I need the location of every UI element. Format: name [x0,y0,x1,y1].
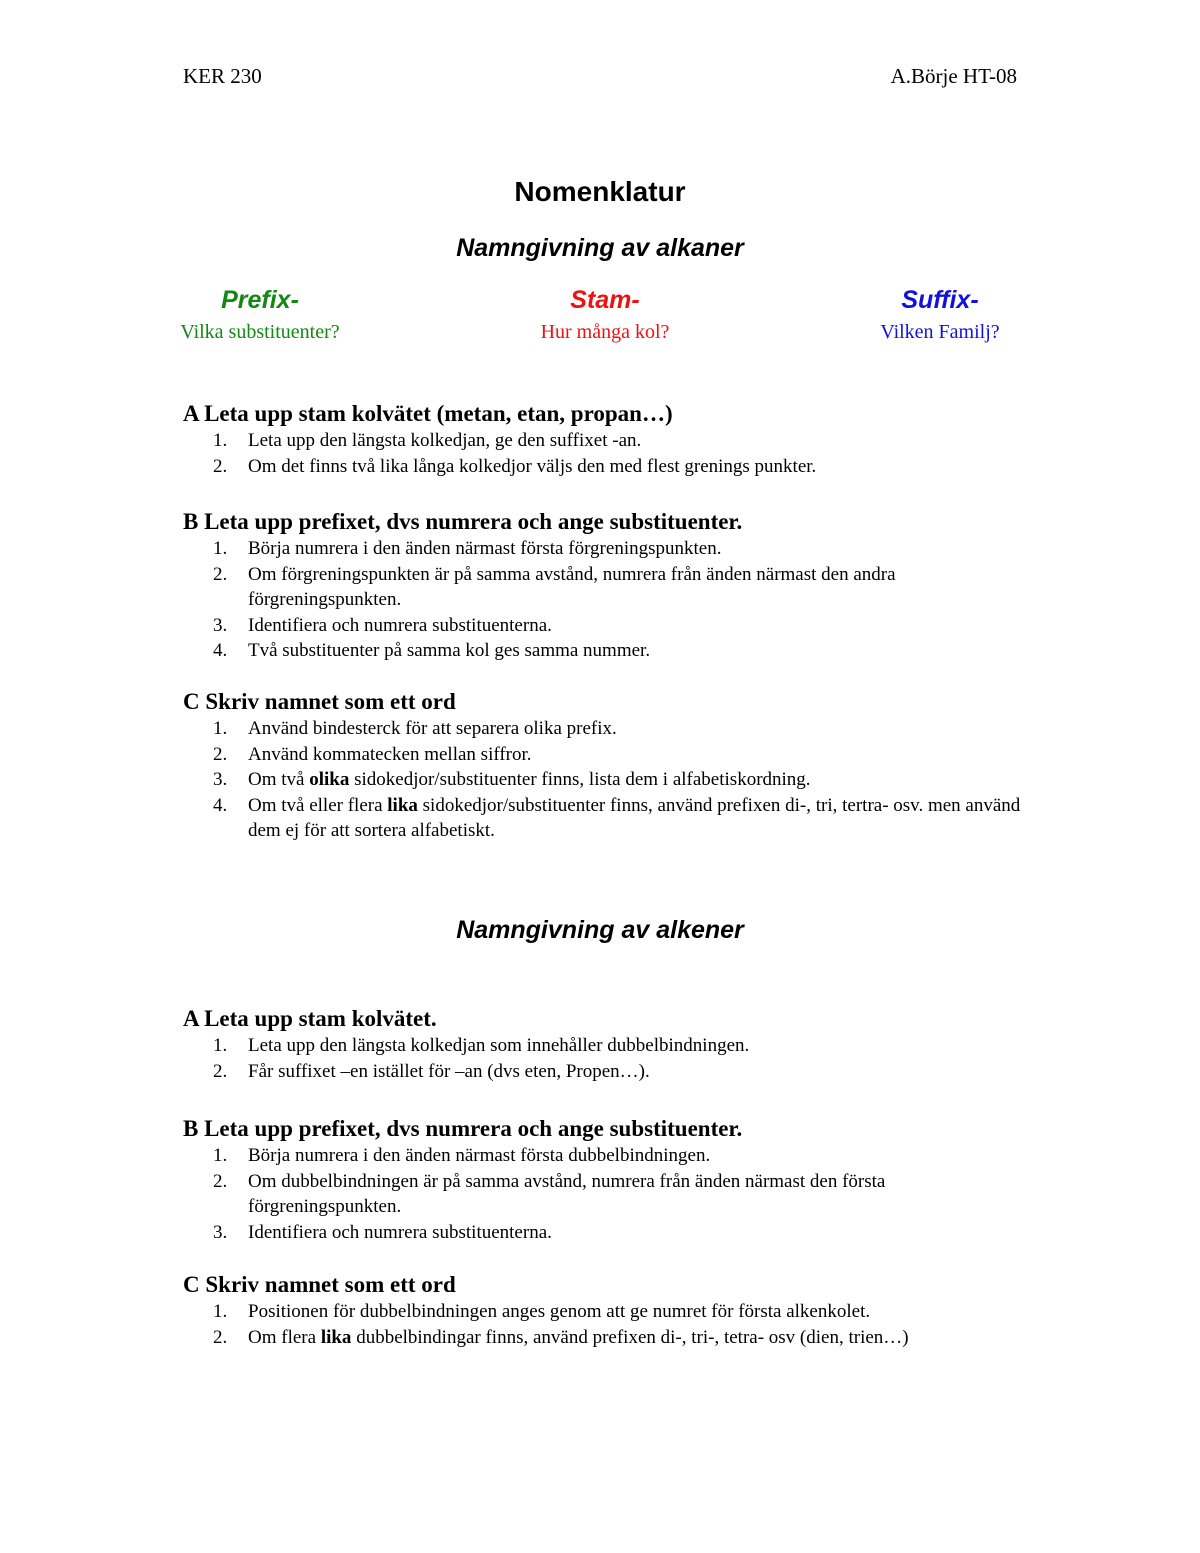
list-item-text: Två substituenter på samma kol ges samma nummer. [248,640,651,661]
prefix-question: Vilka substituenter? [180,321,340,343]
alkener-section-a [183,1005,1033,1084]
numbered-list [183,1033,1033,1084]
list-item-text: sidokedjor/substituenter finns, använd prefixen di-, tri, tertra- osv. men använd dem ej för att sortera alfabetiskt. [248,794,1021,841]
list-item [183,1299,1033,1325]
list-item-text: Använd kommatecken mellan siffror. [248,743,532,765]
list-item-text: Om två eller flera [248,794,388,816]
suffix-column [790,286,1090,344]
list-item-text: dubbelbindingar finns, använd prefixen di-, tri-, tetra- osv (dien, trien…) [351,1326,909,1348]
list-item-text: Om dubbelbindningen är på samma avstånd, numrera från änden närmast den första förgreningspunkten. [248,1170,886,1217]
list-item-number: 2. [213,1060,228,1082]
numbered-list [183,716,1033,844]
list-item [183,454,1033,480]
numbered-list [183,1143,1033,1245]
list-item [183,1033,1033,1059]
alkaner-section-c [183,688,1033,844]
list-item-text: sidokedjor/substituenter finns, lista dem i alfabetiskordning. [349,769,811,790]
stam-question: Hur många kol? [540,321,670,343]
list-item-text: Om förgreningspunkten är på samma avstånd, numrera från änden närmast den andra förgreningspunkten. [248,563,896,610]
list-item-number: 2. [213,1326,228,1348]
list-item [183,767,1033,793]
list-item [183,428,1033,454]
alkener-section-c [183,1271,1033,1350]
list-item-text: Använd bindesterck för att separera olika prefix. [248,718,617,739]
list-item-text: Om två [248,769,310,790]
list-item-number: 1. [213,718,228,739]
section-heading: B Leta upp prefixet, dvs numrera och ange substituenter. [183,509,743,534]
section-heading: A Leta upp stam kolvätet (metan, etan, propan…) [183,401,673,426]
list-item-number: 4. [213,640,228,661]
alkaner-section-b [183,508,1033,664]
list-item-emphasis: olika [309,769,350,790]
prefix-column [110,286,410,344]
suffix-heading: Suffix- [901,286,979,314]
section-heading: A Leta upp stam kolvätet. [183,1006,437,1031]
list-item-number: 1. [213,1035,228,1056]
list-item-number: 1. [213,1301,228,1322]
list-item [183,716,1033,742]
list-item-text: Börja numrera i den änden närmast första dubbelbindningen. [248,1145,711,1166]
suffix-question: Vilken Familj? [880,321,1000,343]
list-item-text: Leta upp den längsta kolkedjan, ge den suffixet -an. [248,430,642,451]
stam-heading: Stam- [570,286,640,314]
section-heading: B Leta upp prefixet, dvs numrera och ange substituenter. [183,1116,743,1141]
list-item [183,638,1033,664]
list-item-text: Om flera [248,1326,321,1348]
list-item [183,793,1033,844]
list-item [183,1059,1033,1085]
list-item-number: 2. [213,563,228,585]
list-item [183,536,1033,562]
list-item-number: 3. [213,614,228,636]
alkener-section-b [183,1115,1033,1245]
header-author-term: A.Börje HT-08 [890,64,1017,88]
alkaner-section-a [183,400,1033,479]
list-item [183,742,1033,768]
list-item [183,562,1033,613]
numbered-list [183,428,1033,479]
section-heading: C Skriv namnet som ett ord [183,1272,456,1297]
list-item-number: 4. [213,794,228,816]
list-item-emphasis: lika [387,794,418,816]
list-item-text: Leta upp den längsta kolkedjan som innehåller dubbelbindningen. [248,1035,750,1056]
list-item-text: Identifiera och numrera substituenterna. [248,614,552,636]
list-item [183,613,1033,639]
list-item-text: Positionen för dubbelbindningen anges genom att ge numret för första alkenkolet. [248,1301,871,1322]
numbered-list [183,1299,1033,1350]
list-item-text: Identifiera och numrera substituenterna. [248,1221,552,1243]
numbered-list [183,536,1033,664]
list-item-number: 3. [213,1221,228,1243]
page-title: Nomenklatur [514,176,686,207]
list-item-number: 1. [213,1145,228,1166]
list-item [183,1143,1033,1169]
list-item-number: 1. [213,430,228,451]
list-item-number: 2. [213,743,228,765]
stam-column [455,286,755,344]
list-item-text: Om det finns två lika långa kolkedjor väljs den med flest grenings punkter. [248,455,817,477]
list-item-emphasis: lika [320,1326,352,1348]
list-item-text: Börja numrera i den änden närmast första förgreningspunkten. [248,538,722,559]
alkener-subtitle: Namngivning av alkener [456,916,744,944]
list-item-number: 1. [213,538,228,559]
section-heading: C Skriv namnet som ett ord [183,689,456,714]
list-item [183,1169,1033,1220]
list-item-text: Får suffixet –en istället för –an (dvs eten, Propen…). [248,1060,650,1082]
list-item-number: 3. [213,769,228,790]
list-item [183,1220,1033,1246]
header-course-code: KER 230 [183,64,262,88]
list-item-number: 2. [213,1170,228,1192]
list-item-number: 2. [213,455,228,477]
list-item [183,1325,1033,1351]
alkaner-subtitle: Namngivning av alkaner [456,234,744,262]
prefix-heading: Prefix- [221,286,299,314]
